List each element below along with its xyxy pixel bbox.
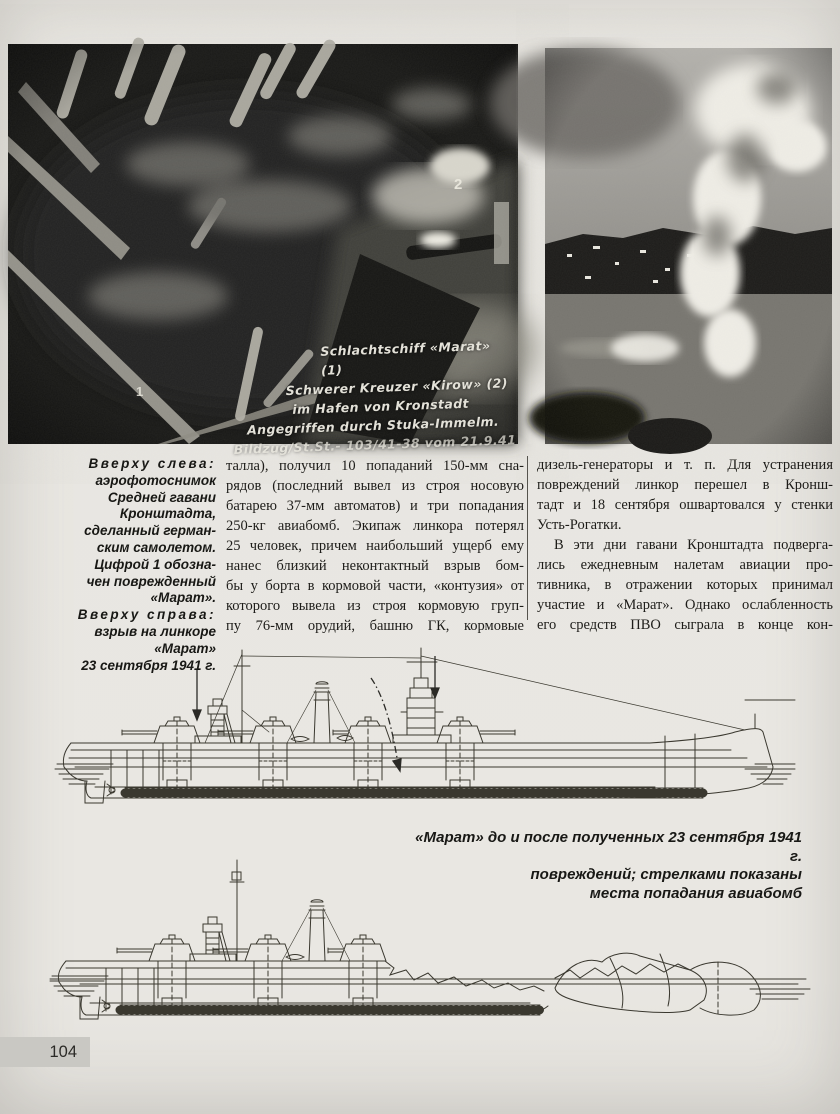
caption-line: Цифрой 1 обозна- [94,556,216,572]
body-line: Усть-Рогатки. [537,517,622,533]
explosion-photo-art [545,48,832,444]
page-number-box [0,1037,90,1067]
body-line: лись ежедневным налетам авиации про- [537,557,833,573]
body-line: В эти дни гавани Кронштадта подверга- [554,537,833,553]
german-caption-line: im Hafen von Kronstadt [292,395,470,417]
body-line: бы у борта в кормовой части, «контузия» от [226,578,524,594]
aerial-photo-kronstadt [8,44,518,457]
caption-line: чен поврежденный [86,573,216,589]
caption-line: взрыв на линкоре [94,623,216,639]
body-line: дизель-генераторы и т. п. Для устранения [537,457,833,473]
german-caption-line: Bildzug/St.St.- 103/41-38 vom 21.9.41 [233,432,517,457]
caption-line: Кронштадта, [119,506,216,522]
battleship-profile-damaged [50,858,810,1048]
body-line: пу 76-мм орудий, башню ГК, кормовые [226,618,524,634]
body-line: тадт и 18 сентября ошвартовался у стенки [537,497,833,513]
german-caption-line: Schlachtschiff «Marat» (1) [320,337,491,378]
photo-marker-1: 1 [136,384,144,399]
caption-line: Вверху слева: [88,456,216,471]
caption-line: «Марат» до и после полученных 23 сентября 1941 г. [415,829,802,865]
body-line: участие и «Марат». Однако ослабленность [537,597,833,613]
caption-line: повреждений; стрелками показаны [530,866,802,883]
body-line: талла), получил 10 попаданий 150-мм сна- [226,458,524,474]
explosion-photo-marat [545,48,832,444]
body-line: его средств ПВО сыграла в конце кон- [537,617,833,633]
body-line: тивника, в отражении которых принимал [537,577,833,593]
photo-marker-2: 2 [454,176,463,193]
body-line: повреждений линкор перешел в Кронш- [537,477,833,493]
body-line: 250-кг авиабомб. Экипаж линкора потерял [226,518,524,534]
german-photo-caption [230,335,520,459]
caption-line: «Марат». [150,590,216,606]
german-caption-line: Schwerer Kreuzer «Kirow» (2) [285,375,509,399]
page-number: 104 [49,1042,77,1061]
battleship-profile-intact [55,640,795,830]
ship-drawing-before-damage [55,640,795,830]
caption-line: 23 сентября 1941 г. [81,657,216,673]
caption-line: «Марат» [154,640,216,656]
caption-line: Вверху справа: [77,607,216,623]
body-line: которого вывела из строя кормовую груп- [226,598,524,614]
body-line: батарею 37-мм автоматов) и три попадания [226,498,524,514]
body-text-left-column [226,456,524,636]
body-line: 25 человек, причем наибольший ущерб ему [226,538,524,554]
body-text-right-column [537,455,833,635]
caption-line: ским самолетом. [96,539,216,555]
ship-drawing-after-damage [50,858,810,1048]
body-line: нанес близкий неконтактный взрыв бом- [226,558,524,574]
caption-line: аэрофотоснимок [95,472,216,488]
body-line: рядов (последний вывел из строя носовую [226,478,524,494]
german-caption-line: Angegriffen durch Stuka-Immelm. [246,413,500,438]
caption-line: сделанный герман- [84,523,216,539]
caption-line: Средней гавани [107,489,216,505]
caption-line: места попадания авиабомб [589,884,802,902]
column-divider-rule [527,456,528,620]
